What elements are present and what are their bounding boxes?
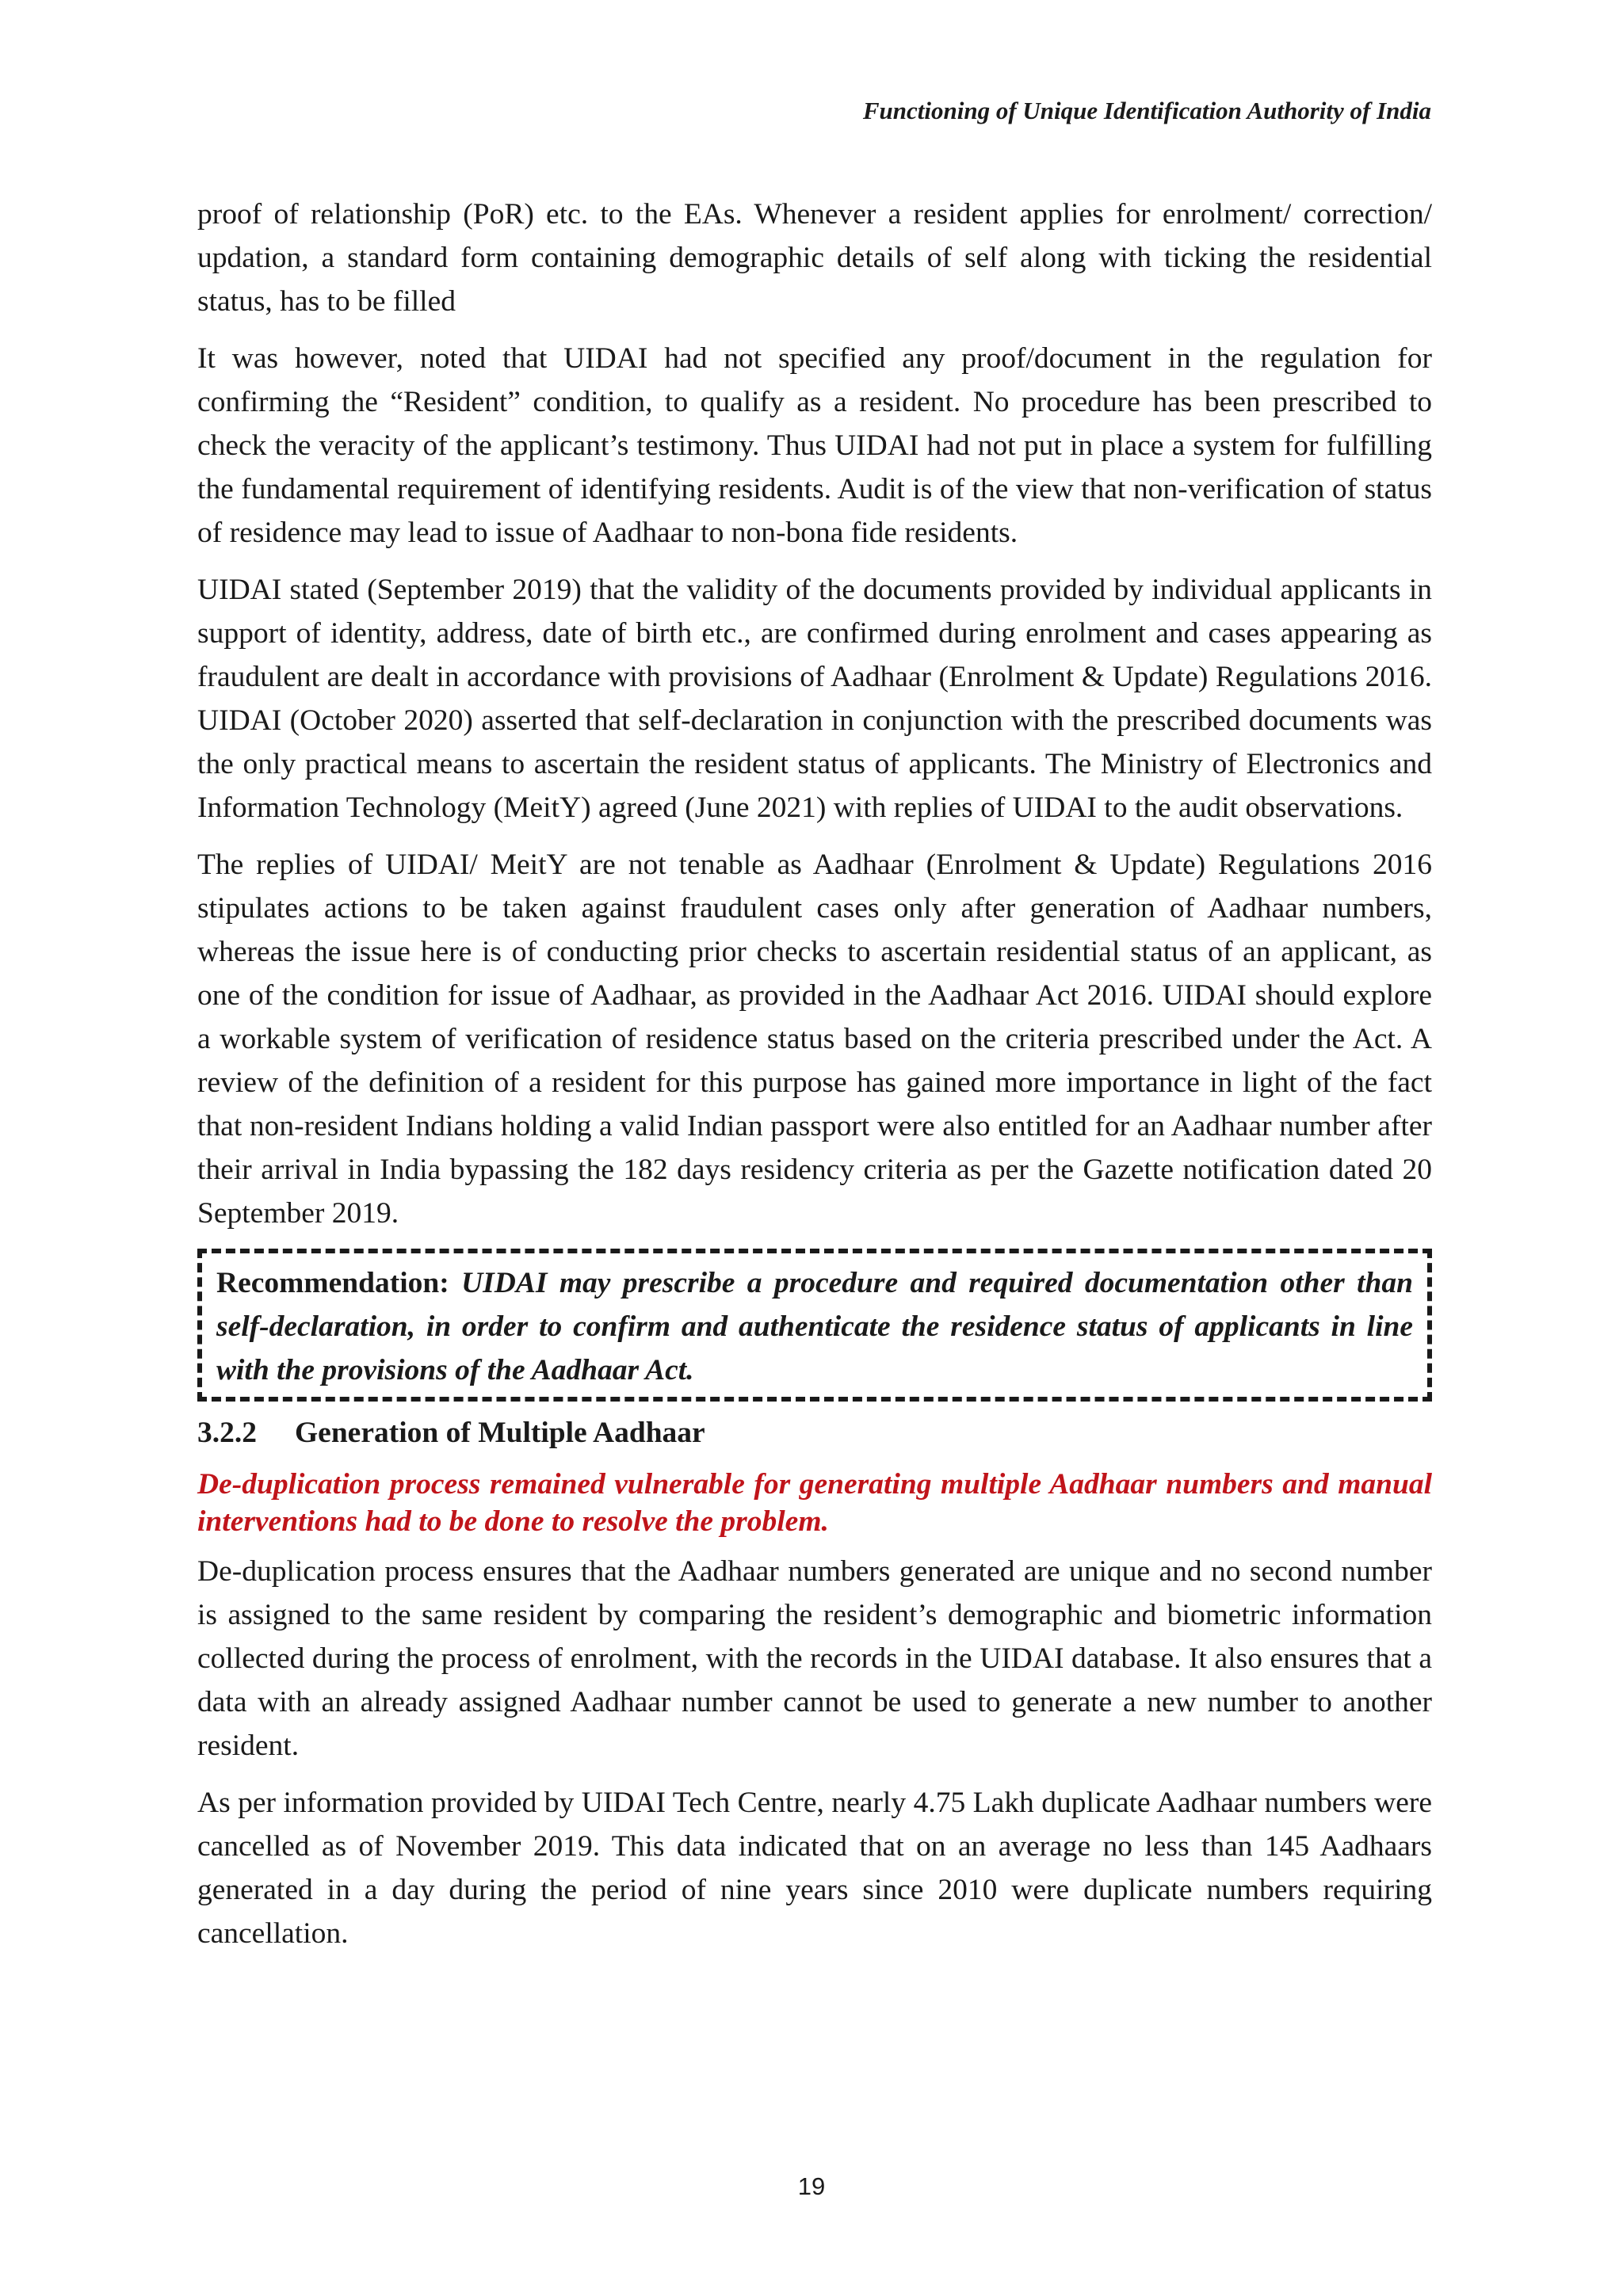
page-number: 19 xyxy=(797,2172,826,2200)
section-number: 3.2.2 xyxy=(197,1417,257,1449)
section-heading xyxy=(197,1411,1432,1455)
recommendation-box xyxy=(197,1249,1432,1402)
finding-subheading: De-duplication process remained vulnerable for generating multiple Aadhaar numbers and manual interventions had to be done to resolve the problem. xyxy=(197,1468,1432,1538)
page-body xyxy=(197,193,1432,1969)
paragraph-replies-not-tenable: The replies of UIDAI/ MeitY are not tenable as Aadhaar (Enrolment & Update) Regulations 2016 stipulates actions to be taken against fraudulent cases only after generation of Aadhaar numbers, whereas the issue here is of conducting prior checks to ascertain residential status of an applicant, as one of the condition for issue of Aadhaar, as provided in the Aadhaar Act 2016. UIDAI should explore a workable system of verification of residence status based on the criteria prescribed under the Act. A review of the definition of a resident for this purpose has gained more importance in light of the fact that non-resident Indians holding a valid Indian passport were also entitled for an Aadhaar number after their arrival in India bypassing the 182 days residency criteria as per the Gazette notification dated 20 September 2019. xyxy=(197,849,1432,1230)
paragraph-resident-condition: It was however, noted that UIDAI had not specified any proof/document in the regulation for confirming the “Resident” condition, to qualify as a resident. No procedure has been prescribed to check the veracity of the applicant’s testimony. Thus UIDAI had not put in place a system for fulfilling the fundamental requirement of identifying residents. Audit is of the view that non-verification of status of residence may lead to issue of Aadhaar to non-bona fide residents. xyxy=(197,342,1432,549)
paragraph-duplicate-cancellations: As per information provided by UIDAI Tech Centre, nearly 4.75 Lakh duplicate Aadhaar numbers were cancelled as of November 2019. This data indicated that on an average no less than 145 Aadhaars generated in a day during the period of nine years since 2010 were duplicate numbers requiring cancellation. xyxy=(197,1787,1432,1950)
paragraph-uidai-stated: UIDAI stated (September 2019) that the validity of the documents provided by individual applicants in support of identity, address, date of birth etc., are confirmed during enrolment and cases appearing as fraudulent are dealt in accordance with provisions of Aadhaar (Enrolment & Update) Regulations 2016. UIDAI (October 2020) asserted that self-declaration in conjunction with the prescribed documents was the only practical means to ascertain the resident status of applicants. The Ministry of Electronics and Information Technology (MeitY) agreed (June 2021) with replies of UIDAI to the audit observations. xyxy=(197,574,1432,824)
recommendation-text: UIDAI may prescribe a procedure and required documentation other than self-declaration, in order to confirm and authenticate the residence status of applicants in line with the provisions of the Aadhaar Act. xyxy=(216,1267,1414,1386)
running-header: Functioning of Unique Identification Authority of India xyxy=(862,97,1431,124)
section-title: Generation of Multiple Aadhaar xyxy=(295,1417,705,1449)
recommendation-label: Recommendation: xyxy=(216,1267,449,1299)
paragraph-proof-of-relationship: proof of relationship (PoR) etc. to the EAs. Whenever a resident applies for enrolment/ correction/ updation, a standard form containing demographic details of self along with ticking the residential status, has to be filled xyxy=(197,198,1432,318)
paragraph-deduplication-process: De-duplication process ensures that the Aadhaar numbers generated are unique and no second number is assigned to the same resident by comparing the resident’s demographic and biometric information collected during the process of enrolment, with the records in the UIDAI database. It also ensures that a data with an already assigned Aadhaar number cannot be used to generate a new number to another resident. xyxy=(197,1555,1432,1762)
